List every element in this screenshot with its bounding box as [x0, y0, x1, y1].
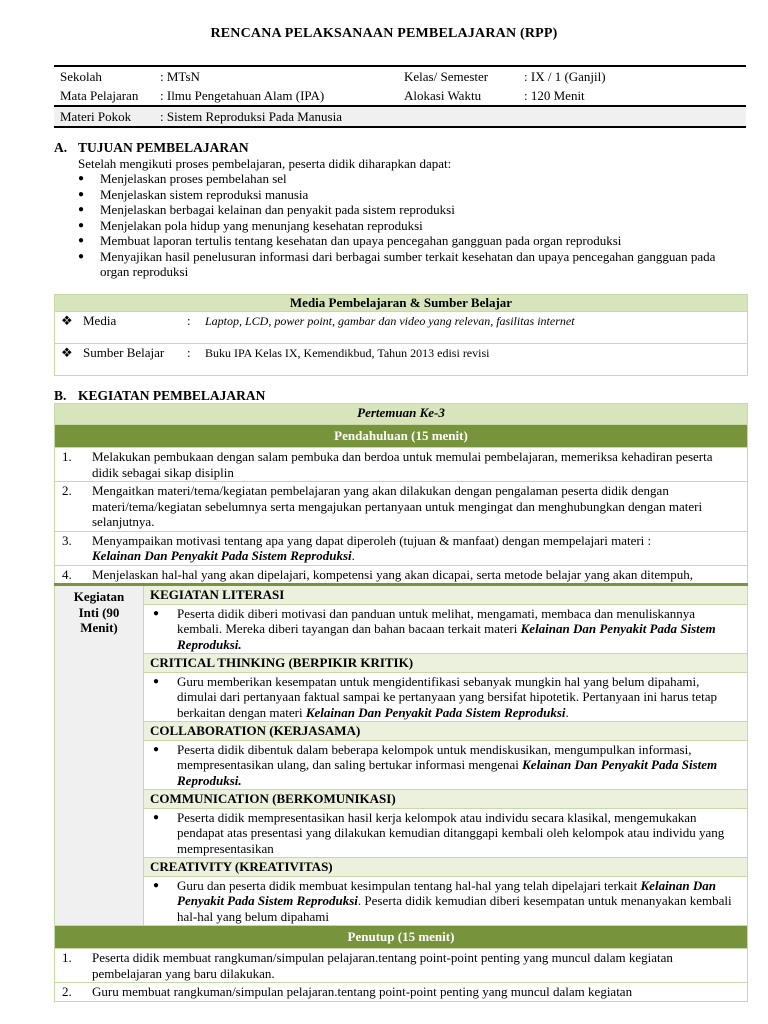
goal-item: ● Menjelaskan proses pembelahan sel — [78, 171, 746, 187]
step-number: 2. — [62, 483, 72, 498]
media-table — [54, 294, 748, 376]
pendahuluan-step — [55, 531, 748, 565]
section-a-title: TUJUAN PEMBELAJARAN — [78, 140, 249, 155]
mapel-value: : Ilmu Pengetahuan Alam (IPA) — [154, 86, 398, 106]
sekolah-value: : MTsN — [154, 66, 398, 86]
media-label: Media — [83, 313, 117, 328]
step-text: Mengaitkan materi/tema/kegiatan pembelajaran yang akan dilakukan dengan pengalaman peserta didik dengan materi/tema/kegiatan sebelumnya serta mengajukan pertanyaan untuk mengingat dan menghubungkan dengan materi selanjutnya. — [92, 483, 703, 529]
section-a-heading — [54, 140, 746, 156]
step-material: Kelainan Dan Penyakit Pada Sistem Reproduksi — [92, 548, 352, 563]
communication-heading: COMMUNICATION (BERKOMUNIKASI) — [144, 790, 748, 809]
pendahuluan-step — [55, 482, 748, 532]
bullet-icon: ● — [153, 675, 160, 687]
goal-item: ● Menjelaskan berbagai kelainan dan penyakit pada sistem reproduksi — [78, 202, 746, 218]
literasi-item — [144, 604, 748, 654]
section-b-number: B. — [54, 388, 67, 403]
bullet-icon: ● — [153, 743, 160, 755]
materi-label: Materi Pokok — [54, 106, 154, 127]
pendahuluan-header: Pendahuluan (15 menit) — [55, 425, 748, 448]
step-number: 3. — [62, 532, 72, 548]
sumber-row — [55, 344, 747, 375]
kegiatan-inti-text: Kegiatan Inti (90 Menit) — [73, 589, 125, 635]
goal-item: ● Membuat laporan tertulis tentang kesehatan dan upaya pencegahan gangguan pada organ reproduksi — [78, 233, 746, 249]
goal-item: ● Menjelakan pola hidup yang menunjang kesehatan reproduksi — [78, 218, 746, 234]
step-text: Peserta didik membuat rangkuman/simpulan pelajaran.tentang point-point penting yang muncul dalam kegiatan pembelajaran yang baru dilakukan. — [92, 950, 673, 981]
kegiatan-inti-label — [55, 585, 144, 926]
communication-text: Peserta didik mempresentasikan hasil kerja kelompok atau individu secara klasikal, mengemukakan pendapat atas presentasi yang dilakukan kemudian ditanggapi kembali oleh kelompok atau individu yang mempresentasikan — [177, 809, 725, 856]
critical-text: Guru memberikan kesempatan untuk mengidentifikasi sebanyak mungkin hal yang belum dipahami, dimulai dari pertanyaan faktual sampai ke pertanyaan yang bersifat hipotetik. Pertanyaan ini harus tetap berkaitan dengan materi — [177, 673, 718, 720]
collaboration-item — [144, 740, 748, 790]
diamond-bullet-icon: ❖ — [61, 345, 73, 360]
pendahuluan-step — [55, 565, 748, 585]
collaboration-heading: COLLABORATION (KERJASAMA) — [144, 722, 748, 741]
materi-value: : Sistem Reproduksi Pada Manusia — [154, 106, 398, 127]
goal-list — [54, 171, 746, 280]
media-row — [55, 312, 747, 344]
media-heading: Media Pembelajaran & Sumber Belajar — [55, 295, 747, 312]
mapel-label: Mata Pelajaran — [54, 86, 154, 106]
literasi-heading: KEGIATAN LITERASI — [144, 585, 748, 605]
creativity-text-end: . Peserta didik kemudian diberi kesempatan untuk menanyakan kembali hal-hal yang belum dipahami — [177, 893, 732, 924]
literasi-text: Peserta didik diberi motivasi dan panduan untuk melihat, mengamati, membaca dan menuliskannya kembali. Mereka diberi tayangan dan bahan bacaan terkait materi — [177, 605, 696, 636]
pendahuluan-step — [55, 448, 748, 482]
step-text-end: . — [351, 548, 355, 563]
section-tujuan — [54, 140, 746, 280]
step-text: Menyampaikan motivasi tentang apa yang dapat diperoleh (tujuan & manfaat) dengan mempelajari materi : — [92, 532, 652, 548]
media-colon: : — [187, 313, 191, 328]
kegiatan-table — [54, 403, 748, 1002]
creativity-heading: CREATIVITY (KREATIVITAS) — [144, 858, 748, 877]
communication-item — [144, 808, 748, 858]
kelas-label: Kelas/ Semester — [398, 66, 518, 86]
bullet-icon: ● — [153, 879, 160, 891]
alokasi-label: Alokasi Waktu — [398, 86, 518, 106]
critical-text-end: . — [565, 704, 569, 720]
step-text: Menjelaskan hal-hal yang akan dipelajari, kompetensi yang akan dicapai, serta metode belajar yang akan ditempuh, — [92, 566, 694, 582]
penutup-header: Penutup (15 menit) — [55, 926, 748, 949]
step-number: 1. — [62, 950, 72, 965]
penutup-step — [55, 949, 748, 983]
goal-item: ● Menyajikan hasil penelusuran informasi dari berbagai sumber terkait kesehatan dan upaya pencegahan gangguan pada organ reproduksi — [78, 249, 746, 280]
creativity-text: Guru dan peserta didik membuat kesimpulan tentang hal-hal yang telah dipelajari terkait — [177, 877, 638, 893]
creativity-item — [144, 876, 748, 926]
creativity-material: Kelainan Dan Penyakit Pada Sistem Reproduksi — [177, 877, 717, 908]
pertemuan-label: Pertemuan Ke-3 — [55, 404, 748, 425]
sumber-colon: : — [187, 345, 191, 360]
collaboration-text: Peserta didik dibentuk dalam beberapa kelompok untuk mendiskusikan, mengumpulkan informasi, mempresentasikan ulang, dan saling bertukar informasi mengenai — [177, 741, 692, 772]
collaboration-material: Kelainan Dan Penyakit Pada Sistem Reproduksi. — [177, 757, 718, 788]
section-b-title: KEGIATAN PEMBELAJARAN — [78, 388, 266, 403]
sumber-label: Sumber Belajar — [83, 345, 165, 360]
bullet-icon: ● — [153, 607, 160, 619]
literasi-material: Kelainan Dan Penyakit Pada Sistem Reproduksi. — [177, 621, 716, 652]
critical-material: Kelainan Dan Penyakit Pada Sistem Reproduksi — [305, 704, 566, 720]
penutup-step — [55, 983, 748, 1002]
critical-item — [144, 672, 748, 722]
section-a-number: A. — [54, 140, 68, 155]
sumber-value: Buku IPA Kelas IX, Kemendikbud, Tahun 2013 edisi revisi — [205, 346, 490, 360]
section-b-heading — [54, 388, 265, 404]
step-number: 4. — [62, 566, 72, 582]
step-text: Melakukan pembukaan dengan salam pembuka dan berdoa untuk memulai pembelajaran, memeriksa kehadiran peserta didik sebagai sikap disiplin — [92, 449, 713, 480]
sekolah-label: Sekolah — [54, 66, 154, 86]
step-number: 2. — [62, 984, 72, 999]
diamond-bullet-icon: ❖ — [61, 313, 73, 328]
critical-heading: CRITICAL THINKING (BERPIKIR KRITIK) — [144, 654, 748, 673]
bullet-icon: ● — [153, 811, 160, 823]
kelas-value: : IX / 1 (Ganjil) — [518, 66, 746, 86]
step-number: 1. — [62, 449, 72, 464]
document-title: RENCANA PELAKSANAAN PEMBELAJARAN (RPP) — [210, 26, 558, 41]
step-text: Guru membuat rangkuman/simpulan pelajaran.tentang point-point penting yang muncul dalam kegiatan — [92, 984, 633, 999]
alokasi-value: : 120 Menit — [518, 86, 746, 106]
tujuan-intro: Setelah mengikuti proses pembelajaran, peserta didik diharapkan dapat: — [78, 156, 452, 171]
media-value: Laptop, LCD, power point, gambar dan video yang relevan, fasilitas internet — [205, 314, 575, 328]
goal-item: ● Menjelaskan sistem reproduksi manusia — [78, 187, 746, 203]
info-table — [54, 65, 746, 128]
